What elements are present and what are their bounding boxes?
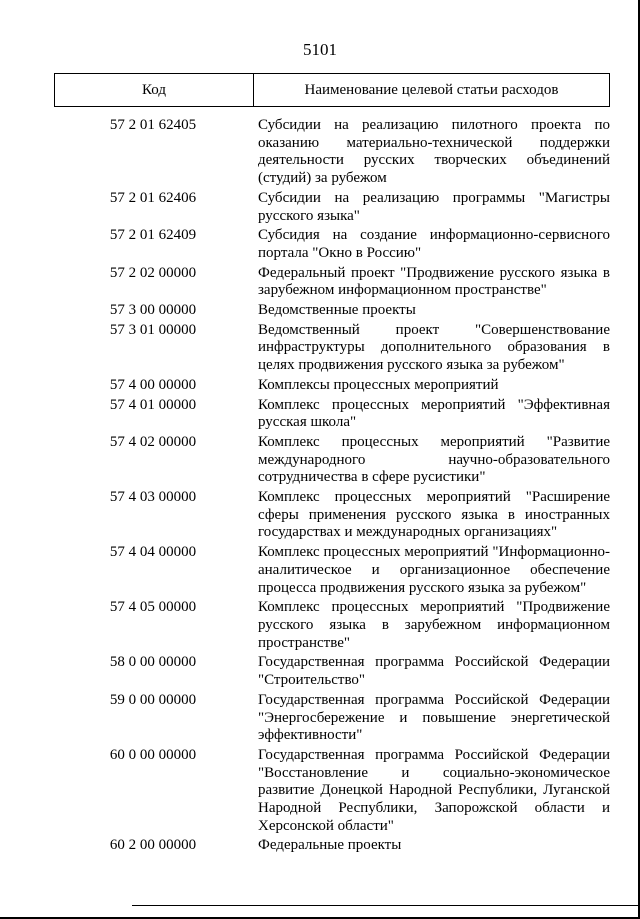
table-row bbox=[54, 227, 610, 262]
row-code: 60 0 00 00000 bbox=[109, 746, 197, 763]
table-row bbox=[54, 434, 610, 487]
row-code: 57 2 01 62405 bbox=[109, 117, 197, 133]
row-name: Комплекс процессных мероприятий "Расширение сферы применения русского языка в иностранных государствах и международных организациях" bbox=[258, 489, 610, 541]
row-name: Государственная программа Российской Федерации "Восстановление и социально-экономическое развитие Донецкой Народной Республики, Луганской Народной Республики, Запорожской области и Херсонской области" bbox=[258, 746, 610, 834]
row-code: 57 2 02 00000 bbox=[109, 264, 197, 281]
table-row bbox=[54, 265, 610, 300]
table-row bbox=[54, 117, 610, 188]
row-name: Комплекс процессных мероприятий "Развитие международного научно-образовательного сотрудничества в сфере русистики" bbox=[258, 433, 610, 486]
page-number: 5101 bbox=[303, 40, 337, 59]
row-name: Федеральные проекты bbox=[258, 837, 402, 854]
table-row bbox=[54, 377, 610, 395]
table-body bbox=[54, 117, 610, 857]
row-name: Комплекс процессных мероприятий "Продвижение русского языка в зарубежном информационном пространстве" bbox=[258, 599, 610, 651]
row-name: Субсидии на реализацию программы "Магистры русского языка" bbox=[258, 189, 610, 224]
row-name: Комплекс процессных мероприятий "Эффективная русская школа" bbox=[258, 396, 610, 431]
row-code: 60 2 00 00000 bbox=[109, 837, 197, 854]
row-code: 57 4 04 00000 bbox=[109, 544, 197, 561]
row-code: 57 4 02 00000 bbox=[109, 433, 197, 450]
row-name: Ведомственный проект "Совершенствование инфраструктуры дополнительного образования в целях продвижения русского языка за рубежом" bbox=[258, 321, 610, 374]
row-name: Государственная программа Российской Федерации "Энергосбережение и повышение энергетической эффективности" bbox=[258, 691, 610, 744]
table-row bbox=[54, 599, 610, 652]
row-code: 57 2 01 62406 bbox=[109, 189, 197, 206]
row-name: Субсидии на реализацию пилотного проекта по оказанию материально-технической поддержки деятельности русских творческих объединений (студий) за рубежом bbox=[258, 117, 610, 187]
table-row bbox=[54, 397, 610, 432]
header-name: Наименование целевой статьи расходов bbox=[304, 81, 559, 98]
table-header bbox=[54, 73, 610, 107]
row-code: 57 4 03 00000 bbox=[109, 489, 197, 506]
table-row bbox=[54, 544, 610, 597]
table-row bbox=[54, 190, 610, 225]
row-name: Федеральный проект "Продвижение русского языка в зарубежном информационном пространстве" bbox=[258, 264, 610, 299]
row-code: 58 0 00 00000 bbox=[109, 654, 197, 671]
table-row bbox=[54, 489, 610, 542]
row-name: Ведомственные проекты bbox=[258, 302, 416, 319]
row-code: 57 2 01 62409 bbox=[109, 227, 197, 244]
row-code: 57 4 01 00000 bbox=[109, 396, 197, 413]
header-code: Код bbox=[55, 74, 254, 106]
table-row bbox=[54, 747, 610, 836]
row-name: Субсидия на создание информационно-сервисного портала "Окно в Россию" bbox=[258, 227, 610, 261]
table-row bbox=[54, 322, 610, 375]
table-row bbox=[54, 837, 610, 855]
table-row bbox=[54, 302, 610, 320]
row-code: 59 0 00 00000 bbox=[109, 691, 197, 708]
row-code: 57 4 00 00000 bbox=[109, 376, 197, 393]
row-code: 57 4 05 00000 bbox=[109, 599, 197, 616]
table-row bbox=[54, 692, 610, 745]
row-code: 57 3 00 00000 bbox=[109, 302, 197, 319]
table-row bbox=[54, 654, 610, 689]
row-name: Государственная программа Российской Федерации "Строительство" bbox=[258, 654, 610, 689]
row-name: Комплекс процессных мероприятий "Информационно-аналитическое и организационное обеспечение процесса продвижения русского языка за рубежом" bbox=[258, 544, 610, 596]
row-code: 57 3 01 00000 bbox=[109, 321, 197, 338]
row-name: Комплексы процессных мероприятий bbox=[258, 376, 499, 393]
bottom-rule bbox=[132, 905, 638, 906]
